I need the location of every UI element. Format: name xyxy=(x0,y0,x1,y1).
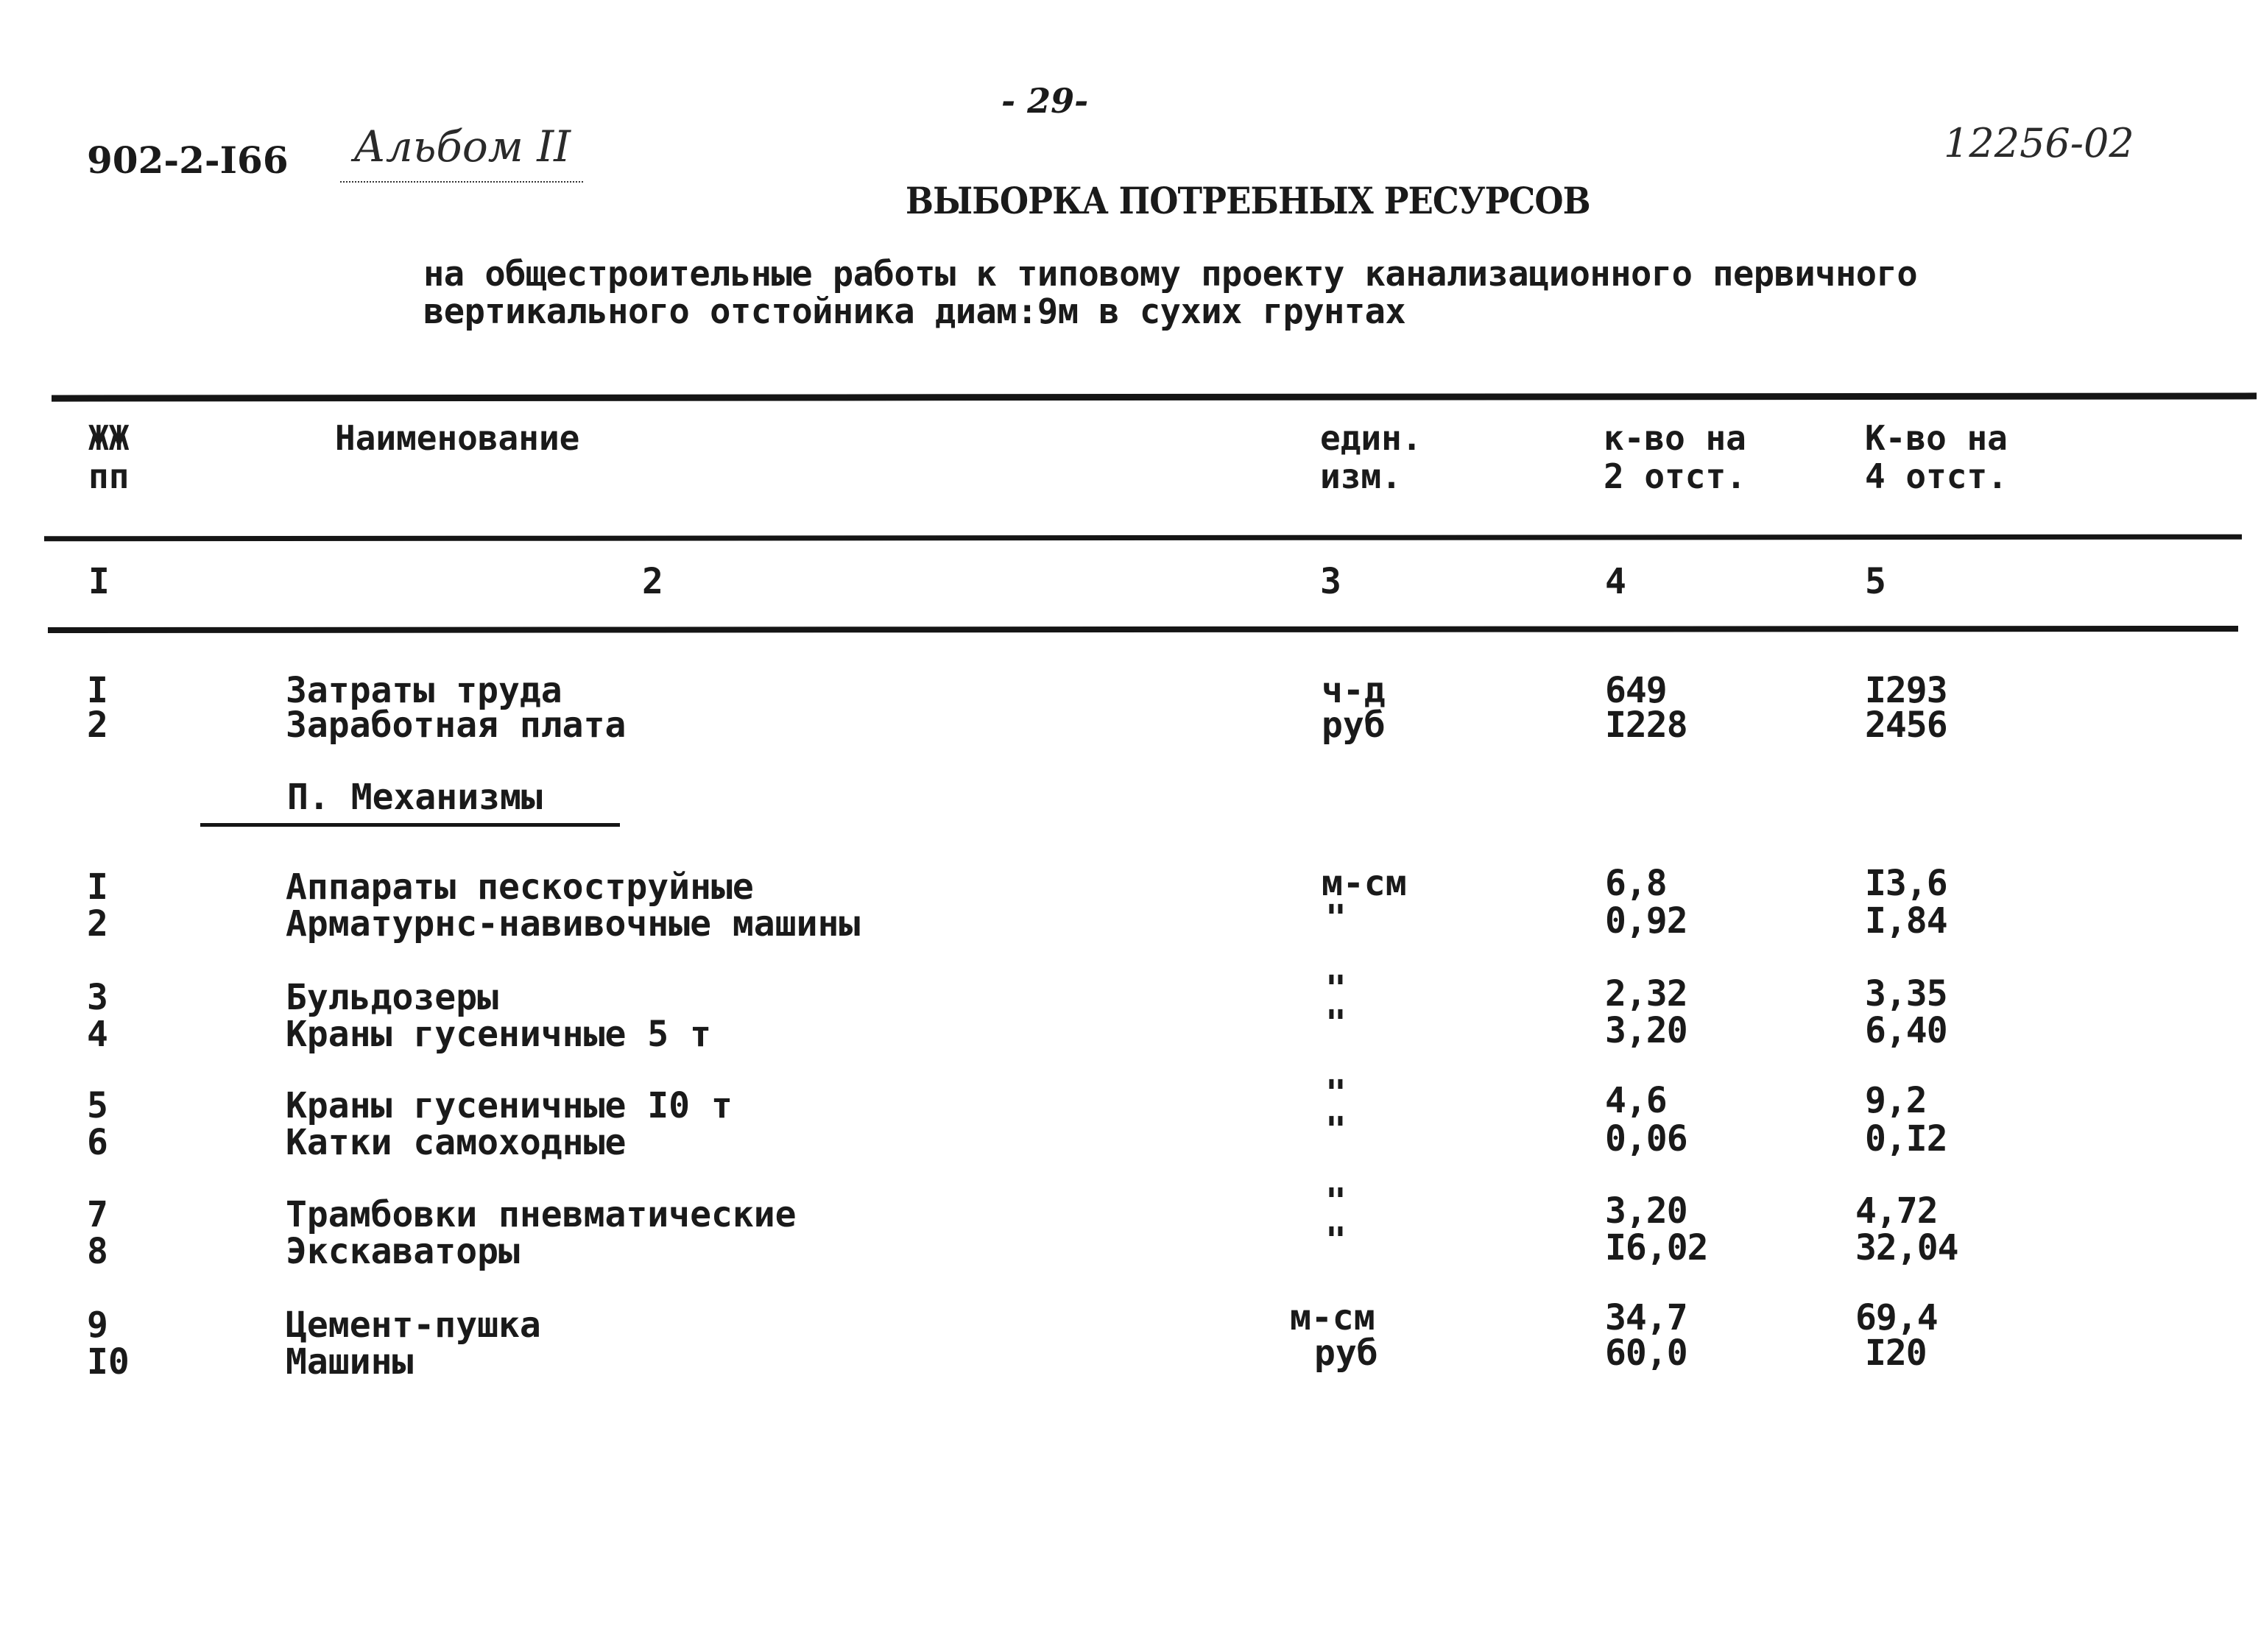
row-qty2: 34,7 xyxy=(1605,1297,1687,1338)
row-qty4: 0,I2 xyxy=(1865,1118,1947,1159)
row-number: 6 xyxy=(87,1122,108,1163)
row-number: I0 xyxy=(87,1341,130,1383)
table-top-rule xyxy=(52,392,2257,401)
column-number: 4 xyxy=(1605,561,1626,602)
row-unit: руб xyxy=(1314,1332,1378,1374)
row-qty4: 69,4 xyxy=(1855,1297,1938,1338)
row-qty4: I3,6 xyxy=(1865,863,1947,904)
subtitle-line-2: вертикального отстойника диам:9м в сухих грунтах xyxy=(423,292,1406,332)
row-qty2: 3,20 xyxy=(1605,1190,1687,1232)
section-title: П. Механизмы xyxy=(287,777,543,818)
column-number: 5 xyxy=(1865,561,1886,602)
row-number: I xyxy=(87,670,108,711)
column-number: I xyxy=(88,561,110,602)
row-number: 2 xyxy=(87,903,108,945)
table-colnum-rule xyxy=(48,626,2238,633)
row-qty4: 2456 xyxy=(1865,705,1947,746)
row-unit: м-см xyxy=(1290,1297,1375,1338)
subtitle-line-1: на общестроительные работы к типовому проекту канализационного первичного xyxy=(423,254,1918,294)
row-unit: " xyxy=(1325,897,1347,939)
row-unit: " xyxy=(1325,1003,1347,1044)
row-unit: " xyxy=(1325,1073,1347,1114)
row-qty2: I228 xyxy=(1605,705,1687,746)
row-name: Экскаваторы xyxy=(286,1231,520,1272)
row-qty4: 9,2 xyxy=(1865,1080,1927,1121)
row-name: Катки самоходные xyxy=(286,1122,627,1163)
row-number: 9 xyxy=(87,1305,108,1346)
row-qty4: 32,04 xyxy=(1855,1227,1958,1268)
column-number: 2 xyxy=(642,561,663,602)
row-qty2: 2,32 xyxy=(1605,973,1687,1014)
row-name: Трамбовки пневматические xyxy=(286,1194,797,1235)
row-name: Краны гусеничные 5 т xyxy=(286,1014,711,1055)
section-underline xyxy=(200,823,620,827)
row-number: 8 xyxy=(87,1231,108,1272)
row-qty2: 0,06 xyxy=(1605,1118,1687,1159)
header-num-line2: пп xyxy=(88,456,130,496)
row-qty2: 4,6 xyxy=(1605,1080,1667,1121)
row-name: Краны гусеничные I0 т xyxy=(286,1085,733,1126)
row-qty2: 649 xyxy=(1605,670,1667,711)
header-name: Наименование xyxy=(335,418,580,458)
archive-number: 12256-02 xyxy=(1944,120,2134,166)
header-qty4-line1: К-во на xyxy=(1865,418,2008,458)
row-qty2: 0,92 xyxy=(1605,900,1687,942)
header-qty2-line1: к-во на xyxy=(1604,418,1746,458)
row-qty4: 4,72 xyxy=(1855,1190,1938,1232)
row-qty2: 6,8 xyxy=(1605,863,1667,904)
document-code: 902-2-I66 xyxy=(87,138,289,182)
row-name: Аппараты пескоструйные xyxy=(286,866,754,908)
row-unit: м-см xyxy=(1322,863,1407,904)
row-number: 7 xyxy=(87,1194,108,1235)
row-qty4: I,84 xyxy=(1865,900,1947,942)
album-label: Альбом II xyxy=(353,121,571,172)
row-number: 3 xyxy=(87,977,108,1018)
row-qty4: I20 xyxy=(1865,1332,1927,1374)
row-qty2: 60,0 xyxy=(1605,1332,1687,1374)
row-name: Заработная плата xyxy=(286,705,627,746)
header-unit-line1: един. xyxy=(1320,418,1422,458)
header-num-line1: ЖЖ xyxy=(88,418,130,458)
document-title: ВЫБОРКА ПОТРЕБНЫХ РЕСУРСОВ xyxy=(906,179,1590,222)
page-number: - 29- xyxy=(1001,81,1089,121)
row-number: 5 xyxy=(87,1085,108,1126)
row-qty4: 6,40 xyxy=(1865,1010,1947,1051)
row-number: 2 xyxy=(87,705,108,746)
row-name: Бульдозеры xyxy=(286,977,498,1018)
row-name: Цемент-пушка xyxy=(286,1305,541,1346)
row-qty4: I293 xyxy=(1865,670,1947,711)
row-unit: " xyxy=(1325,1220,1347,1261)
row-unit: руб xyxy=(1322,705,1386,746)
row-qty2: 3,20 xyxy=(1605,1010,1687,1051)
album-underline xyxy=(340,181,583,183)
row-unit: ч-д xyxy=(1322,670,1386,711)
header-unit-line2: изм. xyxy=(1320,456,1402,496)
row-qty4: 3,35 xyxy=(1865,973,1947,1014)
row-number: 4 xyxy=(87,1014,108,1055)
row-qty2: I6,02 xyxy=(1605,1227,1708,1268)
column-number: 3 xyxy=(1320,561,1341,602)
row-number: I xyxy=(87,866,108,908)
header-qty2-line2: 2 отст. xyxy=(1604,456,1746,496)
row-unit: " xyxy=(1325,1109,1347,1151)
table-header-rule xyxy=(44,534,2242,542)
row-name: Затраты труда xyxy=(286,670,562,711)
row-unit: " xyxy=(1325,968,1347,1009)
header-qty4-line2: 4 отст. xyxy=(1865,456,2008,496)
row-name: Машины xyxy=(286,1341,414,1383)
row-name: Арматурнс-навивочные машины xyxy=(286,903,861,945)
row-unit: " xyxy=(1325,1181,1347,1222)
